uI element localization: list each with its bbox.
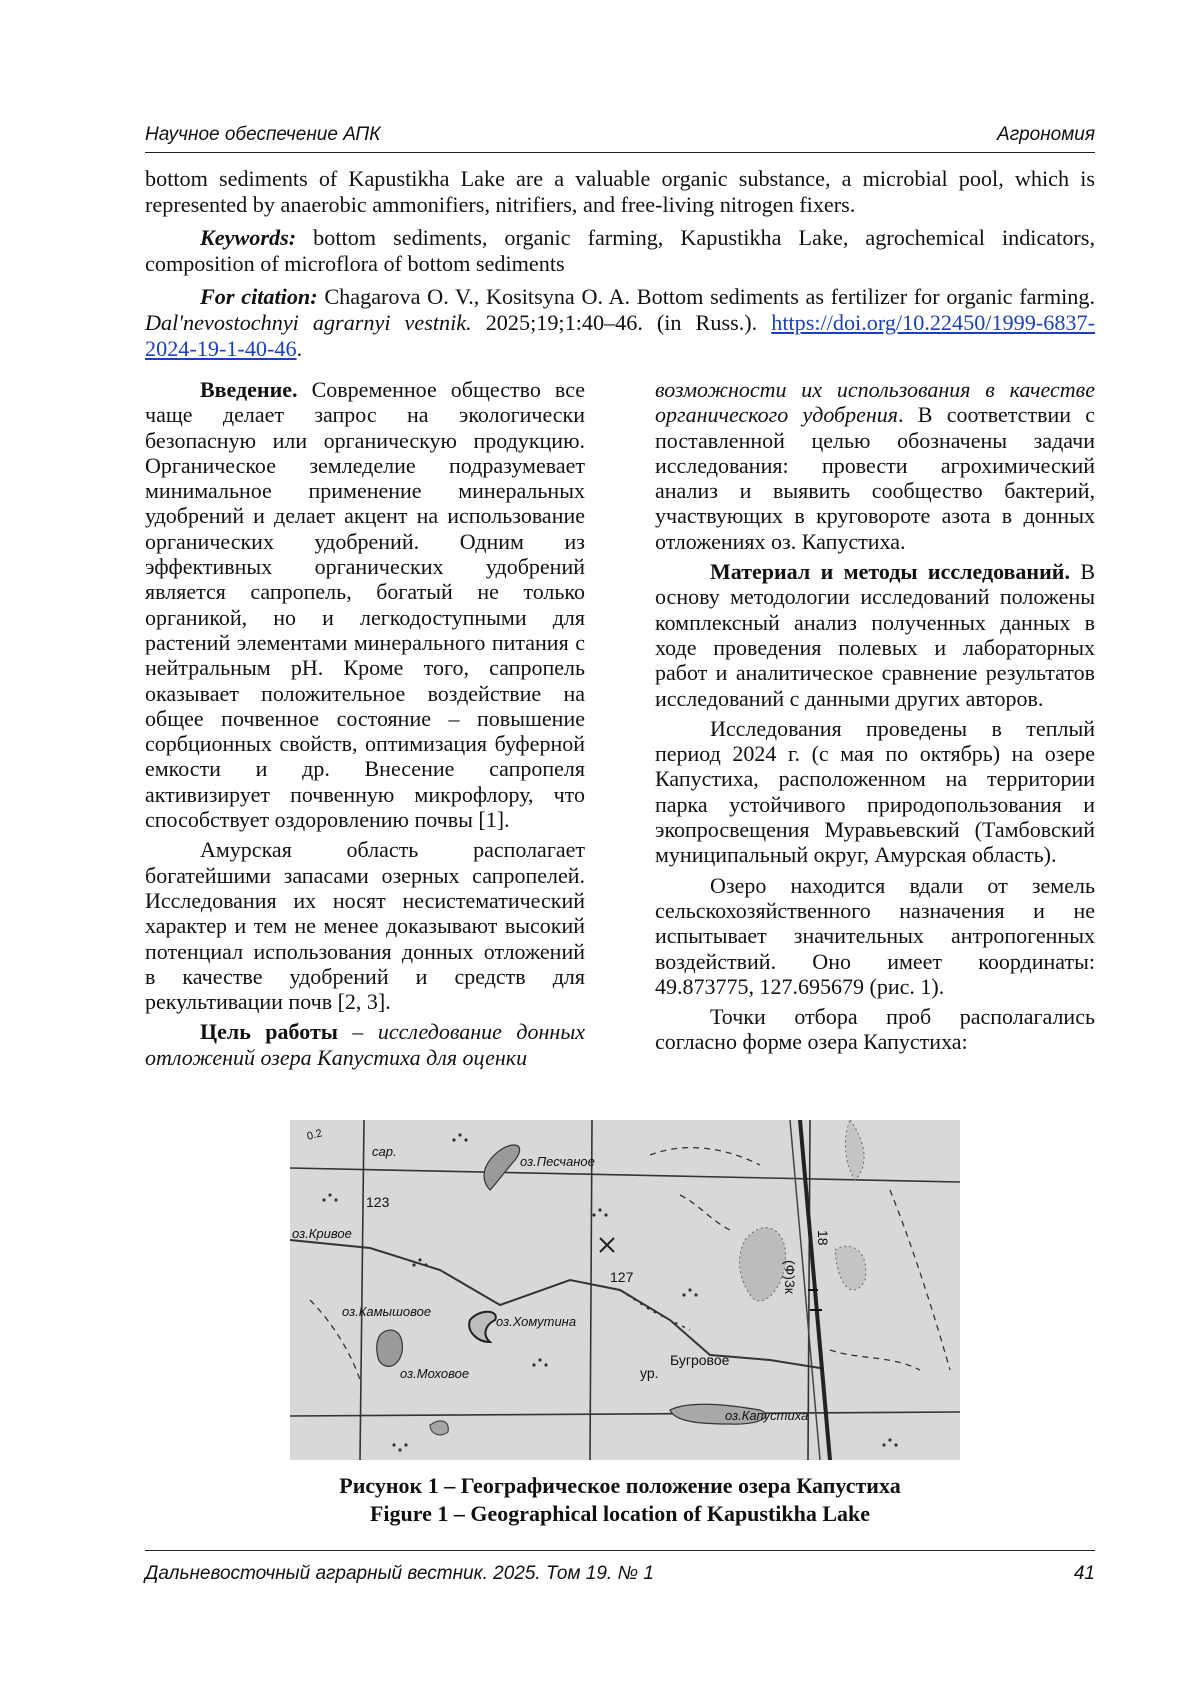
map-label-kapustikha: оз.Капустиха: [725, 1408, 809, 1423]
footer-rule: [145, 1550, 1095, 1551]
amur-paragraph: Амурская область располагает богатейшими запасами озерных сапропелей. Исследования их носят несистематический характер и тем не менее доказывают высокий потенциал использования донных отложений в качестве удобрений и средств для рекультивации почв [2, 3].: [145, 837, 585, 1015]
map-label-khomutina: оз.Хомутина: [496, 1314, 577, 1329]
keywords-label: Keywords:: [200, 225, 297, 251]
doi-link[interactable]: https://doi.org/10.22450/1999-6837-2024-19-1-40-46: [145, 309, 1095, 361]
caption-en: Figure 1 – Geographical location of Kapustikha Lake: [369, 1501, 871, 1526]
citation-end: .: [296, 335, 303, 361]
goal-continuation-italic: возможности их использования в качестве органического удобрения: [655, 377, 1095, 428]
caption-ru: Рисунок 1 – Географическое положение озера Капустиха: [339, 1473, 901, 1498]
header-section-title: Научное обеспечение АПК: [145, 124, 381, 145]
map-label-127: 127: [610, 1269, 634, 1285]
citation-text-2: 2025;19;1:40–46. (in Russ.).: [471, 309, 772, 335]
figure-caption: [145, 1472, 1095, 1528]
map-label-0-2: 0.2: [305, 1127, 324, 1143]
map-label-road-code: (Ф)3к: [782, 1260, 798, 1294]
goal-label: Цель работы: [200, 1019, 338, 1045]
citation-label: For citation:: [200, 284, 318, 310]
intro-label: Введение.: [200, 377, 298, 402]
map-label-sar: сар.: [372, 1144, 397, 1159]
map-label-peschanoe: оз.Песчаное: [520, 1154, 595, 1169]
methods-label: Материал и методы исследований.: [710, 559, 1070, 585]
map-label-krivoe: оз.Кривое: [292, 1226, 352, 1241]
citation-text-1: Chagarova O. V., Kositsyna O. A. Bottom sediments as fertilizer for organic farming.: [317, 284, 1095, 310]
abstract-block: [145, 166, 1095, 369]
methods-text: В основу методологии исследований положены комплексный анализ полученных данных в ходе проведения полевых и лабораторных работ и аналитическое сравнение результатов исследований с данными других авторов.: [655, 559, 1095, 711]
sampling-paragraph: Точки отбора проб располагались согласно форме озера Капустиха:: [655, 1004, 1095, 1055]
map-label-bugrovoe: Бугровое: [670, 1352, 730, 1368]
location-paragraph: Озеро находится вдали от земель сельскохозяйственного назначения и не испытывает значительных антропогенных воздействий. Оно имеет координаты: 49.873775, 127.695679 (рис. 1).: [655, 872, 1095, 999]
map-label-kamyshovoe: оз.Камышовое: [342, 1304, 432, 1319]
citation-journal: Dal'nevostochnyi agrarnyi vestnik.: [145, 309, 472, 335]
footer-journal: Дальневосточный аграрный вестник. 2025. Том 19. № 1: [145, 1563, 654, 1584]
header-rubric: Агрономия: [997, 124, 1095, 145]
keywords-text: bottom sediments, organic farming, Kapustikha Lake, agrochemical indicators, composition of microflora of bottom sediments: [145, 225, 1095, 276]
map-label-ur: ур.: [640, 1365, 659, 1381]
map-figure: [290, 1120, 960, 1460]
goal-continuation: [655, 377, 1095, 554]
keywords-paragraph: [145, 225, 1095, 276]
map-label-km18: 18: [815, 1230, 831, 1246]
topographic-map: [290, 1120, 960, 1460]
goal-continuation-text: . В соответствии с поставленной целью обозначены задачи исследования: провести агрохимический анализ и выявить сообщество бактерий, участвующих в круговороте азота в донных отложениях оз. Капустиха.: [655, 402, 1096, 554]
abstract-tail: bottom sediments of Kapustikha Lake are a valuable organic substance, a microbial pool, which is represented by anaerobic ammonifiers, nitrifiers, and free-living nitrogen fixers.: [145, 166, 1095, 217]
page-number: 41: [1073, 1563, 1095, 1584]
map-label-mokhovoe: оз.Моховое: [400, 1366, 470, 1381]
goal-text: – исследование донных отложений озера Капустиха для оценки: [145, 1019, 585, 1070]
methods-paragraph: [655, 559, 1095, 711]
left-column: [145, 377, 585, 1075]
citation-paragraph: [145, 284, 1095, 361]
period-paragraph: Исследования проведены в теплый период 2024 г. (с мая по октябрь) на озере Капустиха, расположенном на территории парка устойчивого природопользования и экопросвещения Муравьевский (Тамбовский муниципальный округ, Амурская область).: [655, 715, 1095, 868]
right-column: [655, 377, 1095, 1060]
goal-paragraph: [145, 1019, 585, 1070]
header-rule: [145, 152, 1095, 153]
lake-mokhovoe: [430, 1421, 448, 1435]
intro-text: Современное общество все чаще делает запрос на экологически безопасную или органическую продукцию. Органическое земледелие подразумевает минимальное применение минеральных удобрений и делает акцент на использование органических удобрений. Одним из эффективных органических удобрений является сапропель, богатый не только органикой, но и легкодоступными для растений элементами минерального питания с нейтральным рН. Кроме того, сапропель оказывает положительное воздействие на общее почвенное состояние – повышение сорбционных свойств, оптимизация буферной емкости и др. Внесение сапропеля активизирует почвенную микрофлору, что способствует оздоровлению почвы [1].: [145, 377, 585, 833]
lake-kamyshovoe: [377, 1330, 403, 1366]
intro-paragraph: [145, 377, 585, 832]
map-label-123: 123: [366, 1194, 390, 1210]
